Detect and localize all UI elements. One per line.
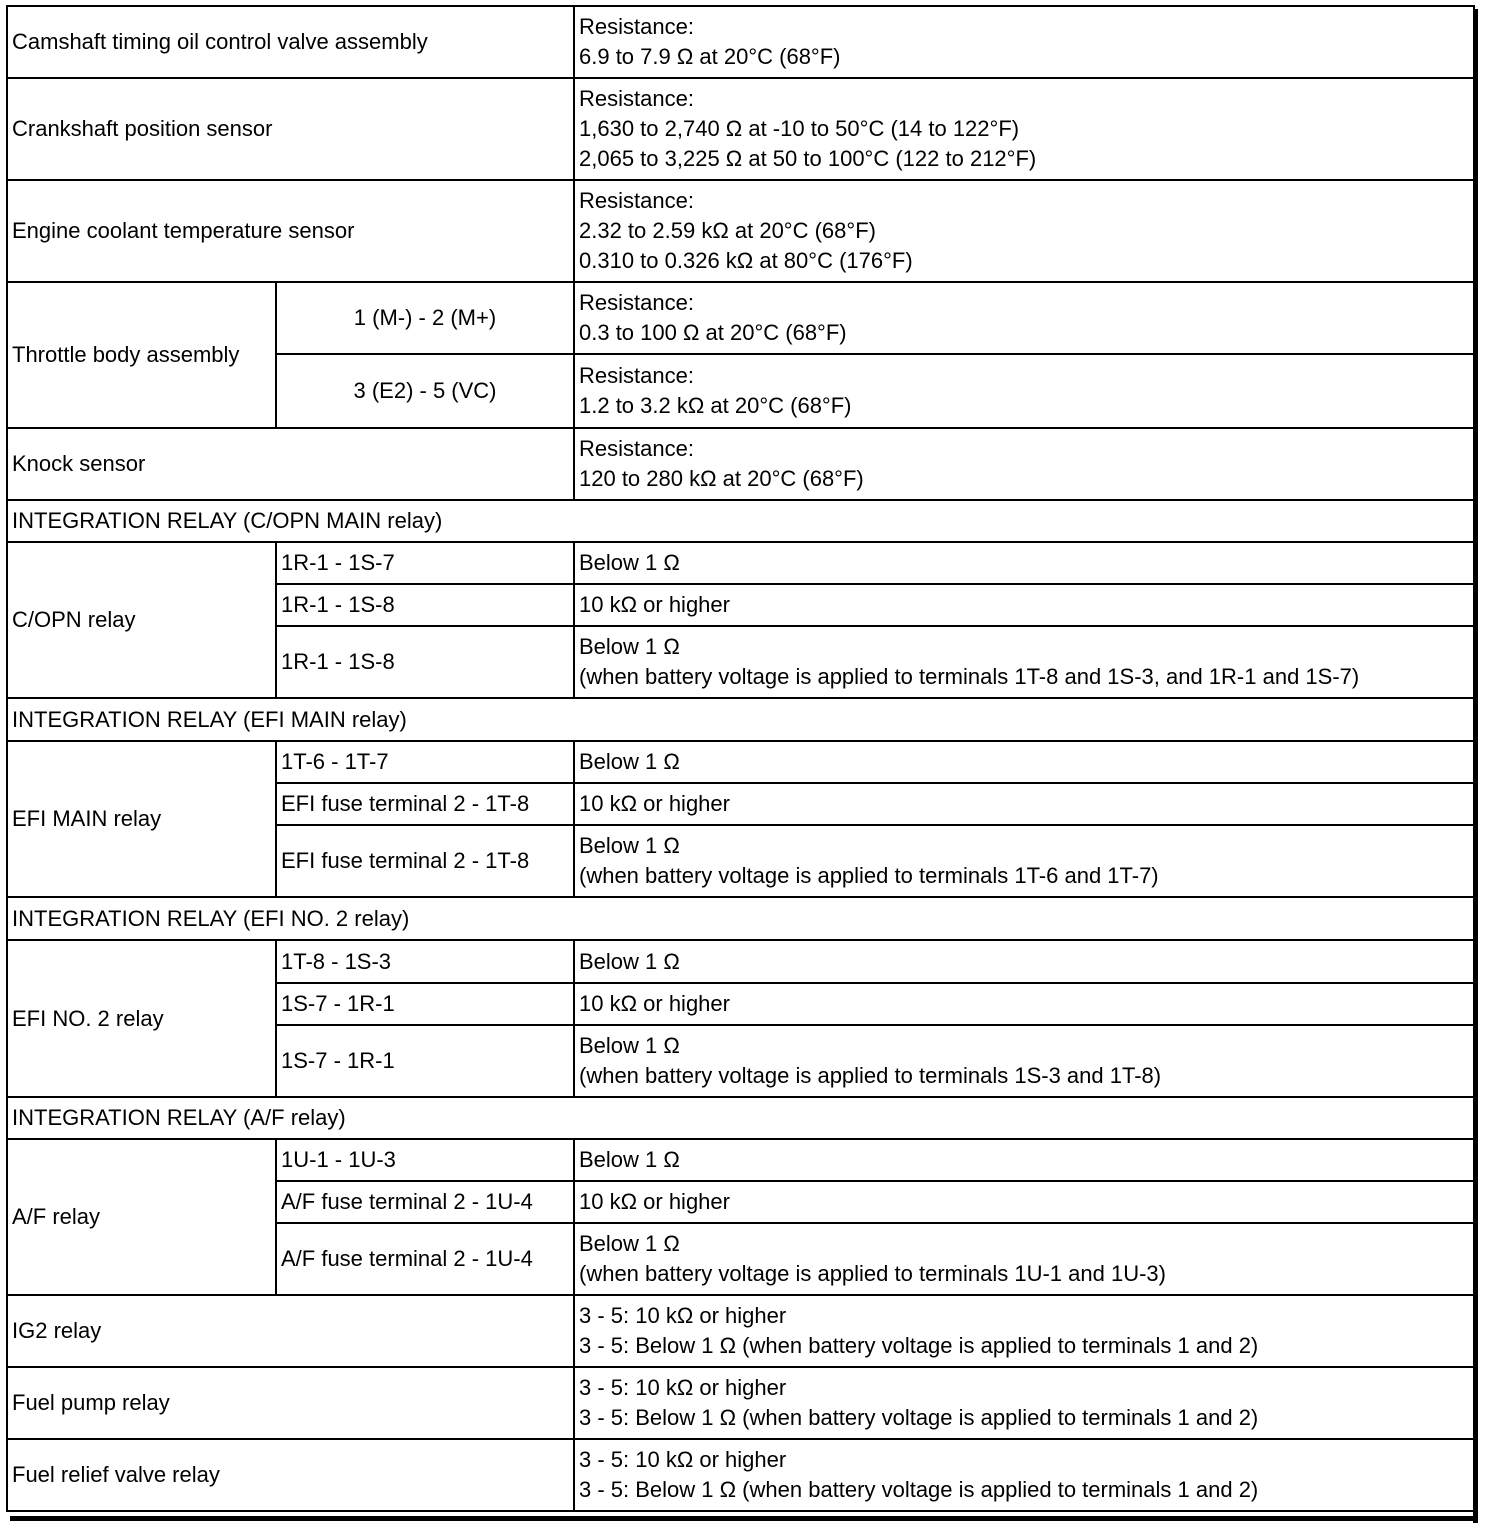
spec-line: 3 - 5: 10 kΩ or higher: [579, 1375, 787, 1400]
terminal-cell: 1 (M-) - 2 (M+): [276, 282, 574, 354]
section-header-row: [7, 698, 1474, 741]
spec-line: Resistance:: [579, 363, 694, 388]
component-name: EFI NO. 2 relay: [7, 940, 276, 1097]
spec-line: (when battery voltage is applied to terminals 1S-3 and 1T-8): [579, 1063, 1162, 1088]
spec-line: (when battery voltage is applied to terminals 1U-1 and 1U-3): [579, 1261, 1166, 1286]
terminal-cell: EFI fuse terminal 2 - 1T-8: [276, 783, 574, 825]
component-name: EFI MAIN relay: [7, 741, 276, 897]
terminal-cell: 1U-1 - 1U-3: [276, 1139, 574, 1181]
spec-line: (when battery voltage is applied to terminals 1T-6 and 1T-7): [579, 863, 1159, 888]
component-name: Camshaft timing oil control valve assembly: [7, 6, 574, 78]
section-header: INTEGRATION RELAY (EFI NO. 2 relay): [7, 897, 1474, 940]
terminal-cell: EFI fuse terminal 2 - 1T-8: [276, 825, 574, 897]
table-row: [7, 6, 1474, 78]
spec-line: 0.310 to 0.326 kΩ at 80°C (176°F): [579, 248, 913, 273]
section-header-row: [7, 897, 1474, 940]
spec-line: 3 - 5: Below 1 Ω (when battery voltage is applied to terminals 1 and 2): [579, 1477, 1259, 1502]
spec-cell: [574, 6, 1474, 78]
resistance-spec-table: [6, 5, 1475, 1512]
spec-line: 120 to 280 kΩ at 20°C (68°F): [579, 466, 864, 491]
terminal-cell: A/F fuse terminal 2 - 1U-4: [276, 1181, 574, 1223]
spec-cell: [574, 354, 1474, 428]
spec-line: Below 1 Ω: [579, 634, 680, 659]
spec-line: 6.9 to 7.9 Ω at 20°C (68°F): [579, 44, 841, 69]
spec-line: 3 - 5: 10 kΩ or higher: [579, 1303, 787, 1328]
spec-cell: [574, 1025, 1474, 1097]
component-name: C/OPN relay: [7, 542, 276, 698]
spec-cell: [574, 1295, 1474, 1367]
spec-cell: [574, 1223, 1474, 1295]
spec-line: Below 1 Ω: [579, 1033, 680, 1058]
spec-line: 2.32 to 2.59 kΩ at 20°C (68°F): [579, 218, 876, 243]
terminal-cell: 1S-7 - 1R-1: [276, 983, 574, 1025]
component-name: Fuel pump relay: [7, 1367, 574, 1439]
spec-line: Resistance:: [579, 436, 694, 461]
spec-line: Resistance:: [579, 290, 694, 315]
spec-cell: [574, 1439, 1474, 1511]
table-row: [7, 78, 1474, 180]
spec-cell: [574, 78, 1474, 180]
table-row: [7, 1439, 1474, 1511]
component-name: Fuel relief valve relay: [7, 1439, 574, 1511]
section-header: INTEGRATION RELAY (EFI MAIN relay): [7, 698, 1474, 741]
table-row: [7, 428, 1474, 500]
table-row: [7, 180, 1474, 282]
component-name: IG2 relay: [7, 1295, 574, 1367]
spec-line: 0.3 to 100 Ω at 20°C (68°F): [579, 320, 847, 345]
component-name: Crankshaft position sensor: [7, 78, 574, 180]
spec-line: 2,065 to 3,225 Ω at 50 to 100°C (122 to 212°F): [579, 146, 1037, 171]
section-header-row: [7, 500, 1474, 542]
terminal-cell: 1T-8 - 1S-3: [276, 940, 574, 983]
terminal-cell: 1R-1 - 1S-8: [276, 626, 574, 698]
spec-line: 3 - 5: 10 kΩ or higher: [579, 1447, 787, 1472]
terminal-cell: 1S-7 - 1R-1: [276, 1025, 574, 1097]
component-name: Knock sensor: [7, 428, 574, 500]
spec-line: Below 1 Ω: [579, 833, 680, 858]
section-header: INTEGRATION RELAY (A/F relay): [7, 1097, 1474, 1139]
spec-line: Resistance:: [579, 188, 694, 213]
component-name: A/F relay: [7, 1139, 276, 1295]
spec-cell: Below 1 Ω: [574, 1139, 1474, 1181]
spec-cell: 10 kΩ or higher: [574, 1181, 1474, 1223]
spec-line: 1.2 to 3.2 kΩ at 20°C (68°F): [579, 393, 852, 418]
terminal-cell: 1T-6 - 1T-7: [276, 741, 574, 783]
spec-cell: Below 1 Ω: [574, 940, 1474, 983]
spec-line: 3 - 5: Below 1 Ω (when battery voltage is applied to terminals 1 and 2): [579, 1333, 1259, 1358]
terminal-cell: 1R-1 - 1S-8: [276, 584, 574, 626]
table-row: [7, 542, 1474, 584]
spec-cell: Below 1 Ω: [574, 542, 1474, 584]
terminal-cell: 1R-1 - 1S-7: [276, 542, 574, 584]
spec-line: Resistance:: [579, 86, 694, 111]
spec-line: 1,630 to 2,740 Ω at -10 to 50°C (14 to 122°F): [579, 116, 1020, 141]
section-header-row: [7, 1097, 1474, 1139]
table-row: [7, 1139, 1474, 1181]
table-row: [7, 940, 1474, 983]
spec-cell: 10 kΩ or higher: [574, 584, 1474, 626]
spec-cell: [574, 428, 1474, 500]
spec-cell: Below 1 Ω: [574, 741, 1474, 783]
spec-line: Below 1 Ω: [579, 1231, 680, 1256]
spec-line: Resistance:: [579, 14, 694, 39]
spec-cell: 10 kΩ or higher: [574, 983, 1474, 1025]
table-shadow-bottom: [10, 1516, 1478, 1521]
spec-cell: [574, 180, 1474, 282]
component-name: Throttle body assembly: [7, 282, 276, 428]
section-header: INTEGRATION RELAY (C/OPN MAIN relay): [7, 500, 1474, 542]
spec-cell: [574, 1367, 1474, 1439]
spec-cell: [574, 825, 1474, 897]
terminal-cell: 3 (E2) - 5 (VC): [276, 354, 574, 428]
component-name: Engine coolant temperature sensor: [7, 180, 574, 282]
table-row: [7, 1295, 1474, 1367]
spec-line: (when battery voltage is applied to terminals 1T-8 and 1S-3, and 1R-1 and 1S-7): [579, 664, 1360, 689]
terminal-cell: A/F fuse terminal 2 - 1U-4: [276, 1223, 574, 1295]
spec-cell: [574, 626, 1474, 698]
spec-cell: [574, 282, 1474, 354]
table-row: [7, 282, 1474, 354]
spec-line: 3 - 5: Below 1 Ω (when battery voltage is applied to terminals 1 and 2): [579, 1405, 1259, 1430]
spec-cell: 10 kΩ or higher: [574, 783, 1474, 825]
table-row: [7, 1367, 1474, 1439]
table-row: [7, 741, 1474, 783]
